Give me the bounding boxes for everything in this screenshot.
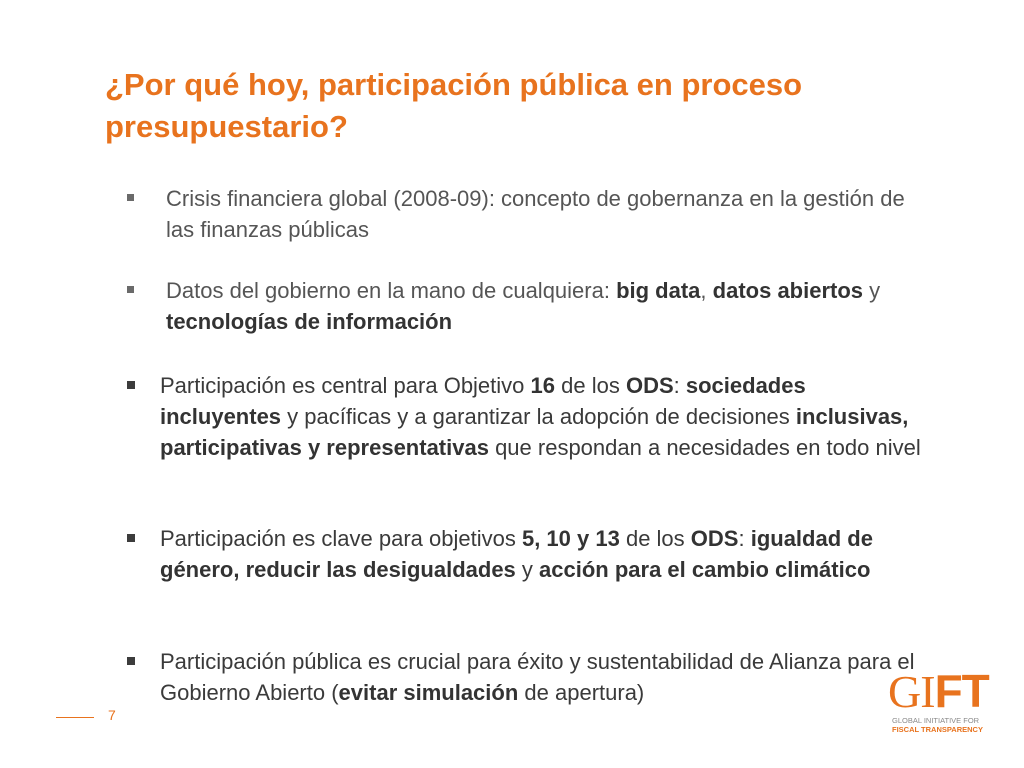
bold-text-segment: datos abiertos bbox=[712, 278, 864, 303]
logo-tagline-2: FISCAL TRANSPARENCY bbox=[892, 725, 983, 734]
text-segment: Participación es central para Objetivo bbox=[160, 373, 531, 398]
bold-text-segment: ODS bbox=[625, 373, 674, 398]
bold-text-segment: big data bbox=[616, 278, 701, 303]
bold-text-segment: tecnologías de información bbox=[166, 309, 453, 334]
text-segment: : bbox=[673, 373, 686, 398]
square-bullet-icon bbox=[127, 286, 134, 293]
square-bullet-icon bbox=[127, 194, 134, 201]
text-segment: de los bbox=[555, 373, 626, 398]
bold-text-segment: evitar simulación bbox=[338, 680, 519, 705]
text-segment: y bbox=[515, 557, 540, 582]
text-segment: : bbox=[738, 526, 751, 551]
bullet-text bbox=[127, 183, 917, 245]
gift-logo bbox=[888, 665, 998, 738]
text-segment: Participación pública es crucial para éxito y sustentabilidad de Alianza para el Gobierno Abierto ( bbox=[160, 649, 915, 705]
logo-letters-ft: FT bbox=[934, 665, 989, 717]
bold-text-segment: 16 bbox=[530, 373, 556, 398]
text-segment: que respondan a necesidades en todo nivel bbox=[488, 435, 921, 460]
text-segment: y pacíficas y a garantizar la adopción de decisiones bbox=[281, 404, 796, 429]
logo-wordmark bbox=[888, 665, 989, 717]
logo-letter-i: I bbox=[920, 666, 935, 717]
bullet-item bbox=[127, 370, 927, 463]
text-segment: Participación es clave para objetivos bbox=[160, 526, 522, 551]
bullet-item bbox=[127, 275, 917, 337]
square-bullet-icon bbox=[127, 534, 135, 542]
bullet-item bbox=[127, 646, 927, 708]
page-number: 7 bbox=[108, 707, 116, 723]
bullet-text bbox=[127, 646, 927, 708]
text-segment: Crisis financiera global (2008-09): concepto de gobernanza en la gestión de las finanzas públicas bbox=[166, 186, 905, 242]
text-segment: de los bbox=[619, 526, 691, 551]
slide-title: ¿Por qué hoy, participación pública en proceso presupuestario? bbox=[105, 67, 803, 144]
bold-text-segment: acción para el cambio climático bbox=[539, 557, 871, 582]
bullet-text bbox=[127, 275, 917, 337]
square-bullet-icon bbox=[127, 657, 135, 665]
bold-text-segment: 5, 10 y 13 bbox=[521, 526, 620, 551]
bold-text-segment: igualdad de género, reducir las desigualdades bbox=[160, 526, 873, 582]
bullet-text bbox=[127, 370, 927, 463]
bullet-item bbox=[127, 523, 927, 585]
bold-text-segment: sociedades incluyentes bbox=[160, 373, 806, 429]
bullet-text bbox=[127, 523, 927, 585]
bold-text-segment: inclusivas, participativas y representativas bbox=[160, 404, 909, 460]
logo-letter-g: G bbox=[888, 666, 921, 717]
logo-tagline-1: GLOBAL INITIATIVE FOR bbox=[892, 716, 980, 725]
text-segment: Datos del gobierno en la mano de cualquiera: bbox=[166, 278, 617, 303]
bold-text-segment: ODS bbox=[690, 526, 739, 551]
footer-divider bbox=[56, 717, 94, 718]
bullet-item bbox=[127, 183, 917, 245]
text-segment: , bbox=[700, 278, 713, 303]
text-segment: y bbox=[863, 278, 881, 303]
text-segment: de apertura) bbox=[518, 680, 645, 705]
square-bullet-icon bbox=[127, 381, 135, 389]
